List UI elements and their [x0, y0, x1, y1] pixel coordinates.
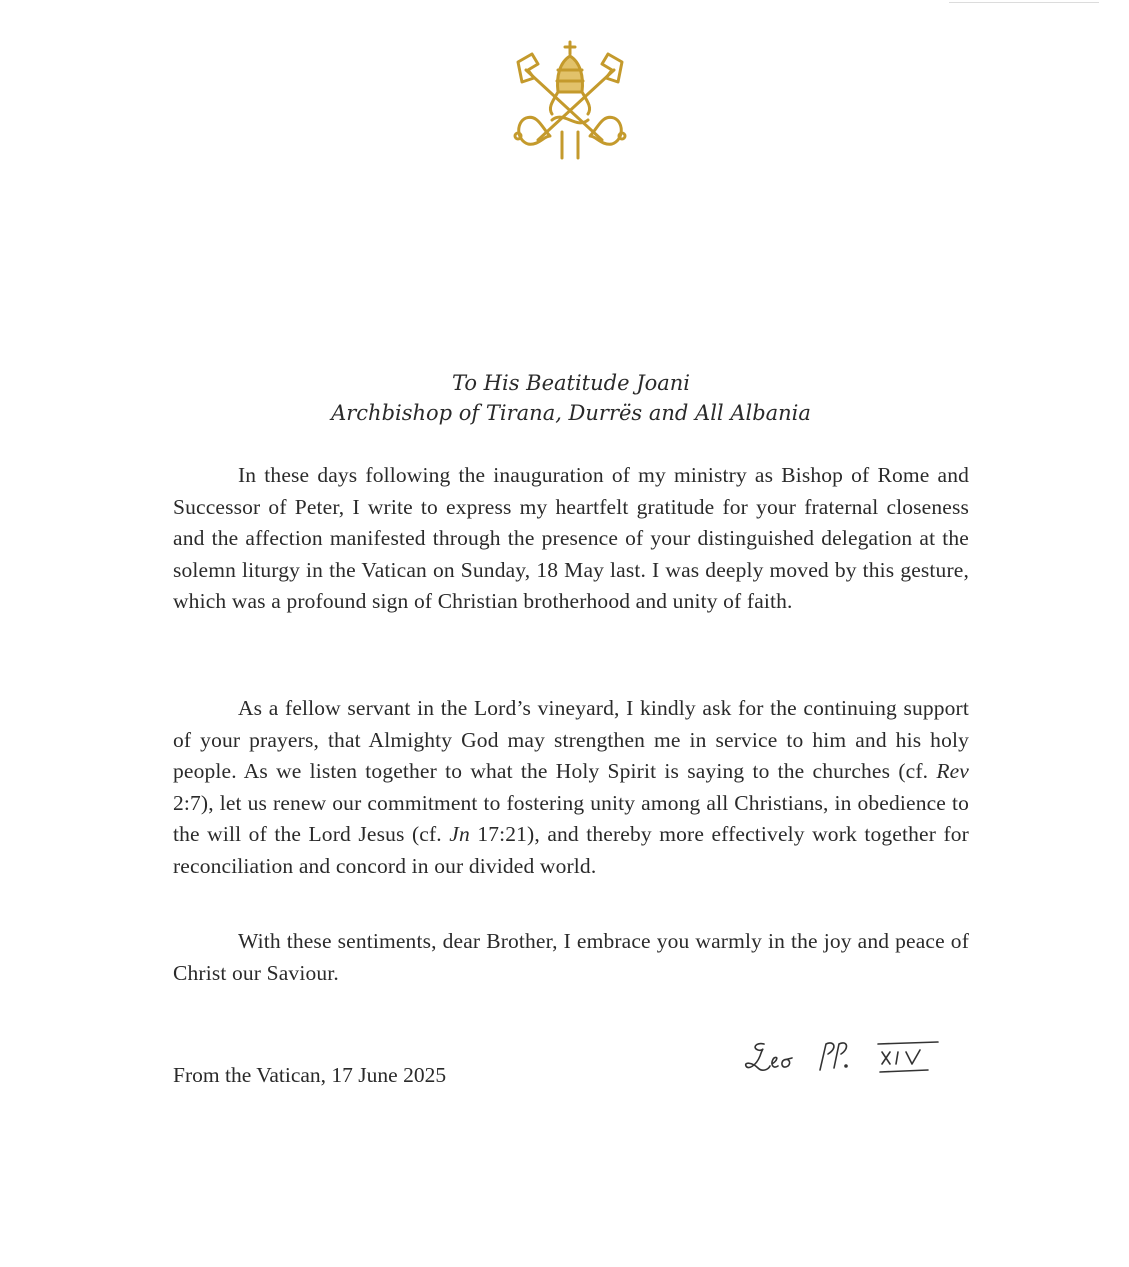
paragraph-1 — [173, 460, 969, 618]
papal-coat-of-arms-icon — [512, 40, 628, 162]
paragraph-1-text: In these days following the inauguration of my ministry as Bishop of Rome and Successor of Peter, I write to express my heartfelt gratitude for your fraternal closeness and the affection manifested through the presence of your distinguished delegation at the solemn liturgy in the Vatican on Sunday, 18 May last. I was deeply moved by this gesture, which was a profound sign of Christian brotherhood and unity of faith. — [173, 463, 969, 613]
addressee-block — [0, 368, 1129, 428]
paragraph-3 — [173, 926, 969, 989]
scripture-ref-revelation: Rev — [936, 759, 969, 783]
place-and-date: From the Vatican, 17 June 2025 — [173, 1063, 447, 1087]
scan-edge-line — [949, 2, 1099, 3]
paragraph-2-part-2: 2:7), let us renew our commitment to fostering unity among all Christians, in obedience to the will of the Lord Jesus (cf. — [173, 790, 969, 846]
paragraph-3-text: With these sentiments, dear Brother, I embrace you warmly in the joy and peace of Christ our Saviour. — [173, 929, 969, 985]
paragraph-2-text — [173, 693, 969, 882]
addressee-name: To His Beatitude Joani — [451, 371, 691, 395]
paragraph-2 — [173, 693, 969, 882]
scripture-ref-john: Jn — [449, 822, 470, 846]
paragraph-2-part-3: 17:21), and thereby more effectively work together for reconciliation and concord in our divided world. — [173, 822, 969, 878]
handwritten-signature — [742, 1032, 942, 1082]
addressee-title: Archbishop of Tirana, Durrës and All Albania — [331, 401, 811, 425]
paragraph-2-part-1: As a fellow servant in the Lord’s vineyard, I kindly ask for the continuing support of your prayers, that Almighty God may strengthen me in service to him and his holy people. As we listen together to what the Holy Spirit is saying to the churches (cf. — [173, 696, 969, 783]
